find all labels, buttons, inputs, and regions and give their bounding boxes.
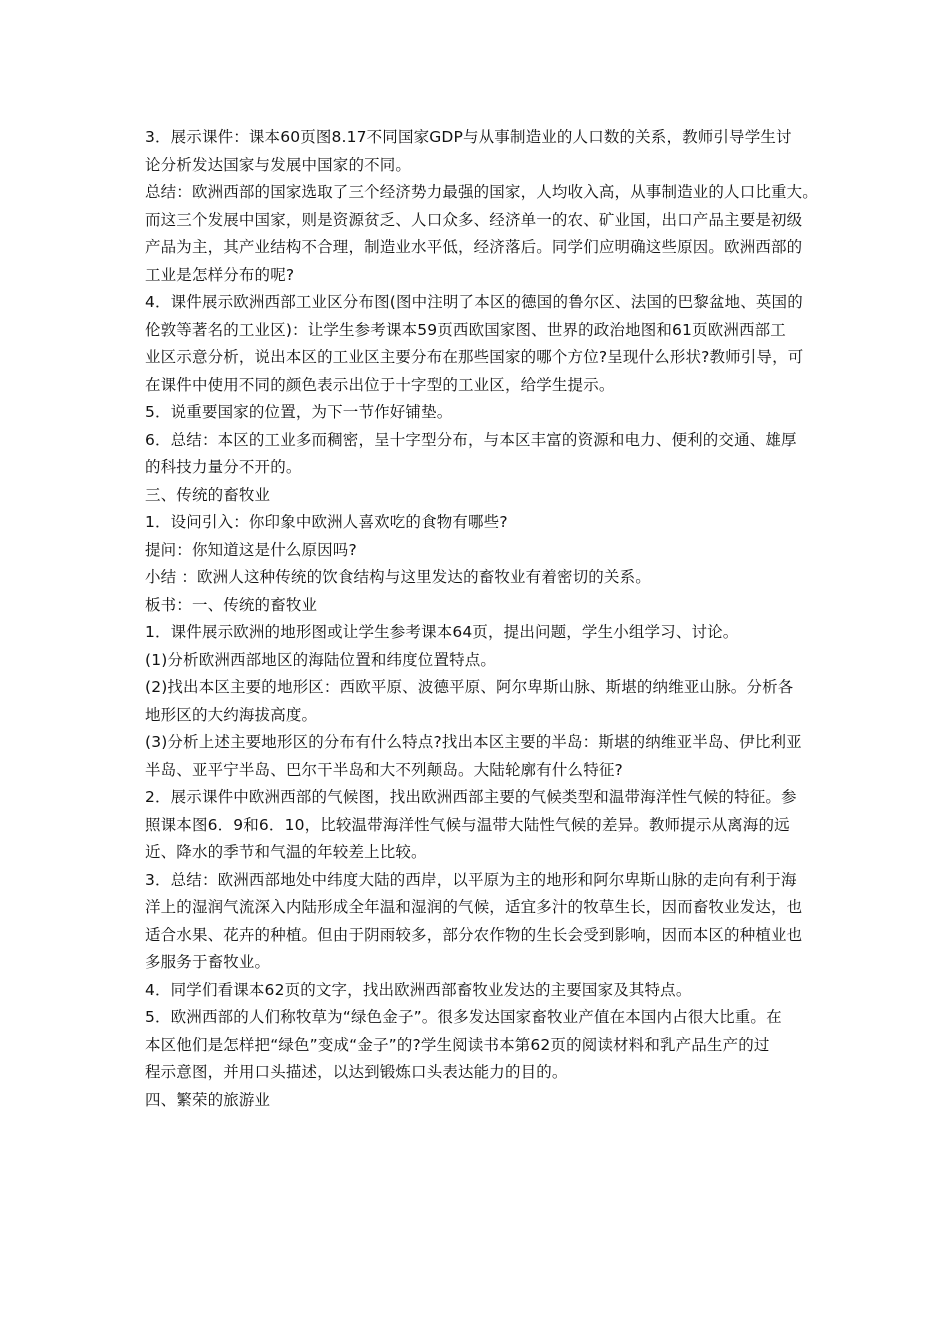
text-line: 4．同学们看课本62页的文字，找出欧洲西部畜牧业发达的主要国家及其特点。 <box>145 980 692 999</box>
text-line: 多服务于畜牧业。 <box>145 953 271 971</box>
text-line: (3)分析上述主要地形区的分布有什么特点?找出本区主要的半岛：斯堪的纳维亚半岛、伊比利亚 <box>145 733 802 751</box>
text-line: 适合水果、花卉的种植。但由于阴雨较多，部分农作物的生长会受到影响，因而本区的种植业也 <box>145 925 803 944</box>
text-line: 半岛、亚平宁半岛、巴尔干半岛和大不列颠岛。大陆轮廓有什么特征? <box>145 760 623 779</box>
text-line: 业区示意分析，说出本区的工业区主要分布在那些国家的哪个方位?呈现什么形状?教师引导，可 <box>145 348 804 366</box>
text-line: 5．欧洲西部的人们称牧草为“绿色金子”。很多发达国家畜牧业产值在本国内占很大比重。在 <box>145 1008 782 1026</box>
text-line: 2．展示课件中欧洲西部的气候图，找出欧洲西部主要的气候类型和温带海洋性气候的特征。参 <box>145 788 797 806</box>
text-line: 小结 ：欧洲人这种传统的饮食结构与这里发达的畜牧业有着密切的关系。 <box>145 568 651 586</box>
text-line: 3．总结：欧洲西部地处中纬度大陆的西岸，以平原为主的地形和阿尔卑斯山脉的走向有利于海 <box>145 870 797 889</box>
text-line: 洋上的湿润气流深入内陆形成全年温和湿润的气候，适宜多汁的牧草生长，因而畜牧业发达，也 <box>145 898 803 916</box>
text-line: 产品为主，其产业结构不合理，制造业水平低，经济落后。同学们应明确这些原因。欧洲西部的 <box>145 238 803 256</box>
text-line: (2)找出本区主要的地形区：西欧平原、波德平原、阿尔卑斯山脉、斯堪的纳维亚山脉。分析各 <box>145 678 794 696</box>
text-line: 1．设问引入：你印象中欧洲人喜欢吃的食物有哪些? <box>145 513 508 531</box>
text-line: 在课件中使用不同的颜色表示出位于十字型的工业区，给学生提示。 <box>145 375 615 394</box>
text-line: 近、降水的季节和气温的年较差上比较。 <box>145 843 427 861</box>
text-line: 4．课件展示欧洲西部工业区分布图(图中注明了本区的德国的鲁尔区、法国的巴黎盆地、英国的 <box>145 293 803 311</box>
text-line: 板书：一、传统的畜牧业 <box>145 595 318 614</box>
text-line: (1)分析欧洲西部地区的海陆位置和纬度位置特点。 <box>145 650 497 669</box>
section-heading: 三、传统的畜牧业 <box>145 485 271 504</box>
text-line: 程示意图，并用口头描述，以达到锻炼口头表达能力的目的。 <box>145 1063 568 1081</box>
text-line: 伦敦等著名的工业区)：让学生参考课本59页西欧国家图、世界的政治地图和61页欧洲西部工 <box>145 320 786 339</box>
text-line: 工业是怎样分布的呢? <box>145 265 295 284</box>
text-line: 而这三个发展中国家，则是资源贫乏、人口众多、经济单一的农、矿业国，出口产品主要是初级 <box>145 210 803 229</box>
text-line: 6．总结：本区的工业多而稠密，呈十字型分布，与本区丰富的资源和电力、便利的交通、雄厚 <box>145 430 797 449</box>
text-line: 3．展示课件：课本60页图8.17不同国家GDP与从事制造业的人口数的关系，教师引导学生讨 <box>145 128 792 146</box>
text-line: 论分析发达国家与发展中国家的不同。 <box>145 155 412 174</box>
document-page <box>145 124 857 1114</box>
text-line: 提问：你知道这是什么原因吗? <box>145 540 357 559</box>
text-line: 1．课件展示欧洲的地形图或让学生参考课本64页，提出问题，学生小组学习、讨论。 <box>145 623 739 641</box>
text-line: 本区他们是怎样把“绿色”变成“金子”的?学生阅读书本第62页的阅读材料和乳产品生产的过 <box>145 1035 770 1054</box>
section-heading: 四、繁荣的旅游业 <box>145 1090 271 1109</box>
text-line: 地形区的大约海拔高度。 <box>145 705 318 724</box>
text-line: 总结：欧洲西部的国家选取了三个经济势力最强的国家，人均收入高，从事制造业的人口比重大。 <box>145 183 818 201</box>
text-line: 的科技力量分不开的。 <box>145 458 302 476</box>
text-line: 5．说重要国家的位置，为下一节作好铺垫。 <box>145 403 453 421</box>
text-line: 照课本图6．9和6．10，比较温带海洋性气候与温带大陆性气候的差异。教师提示从离海的远 <box>145 815 790 834</box>
